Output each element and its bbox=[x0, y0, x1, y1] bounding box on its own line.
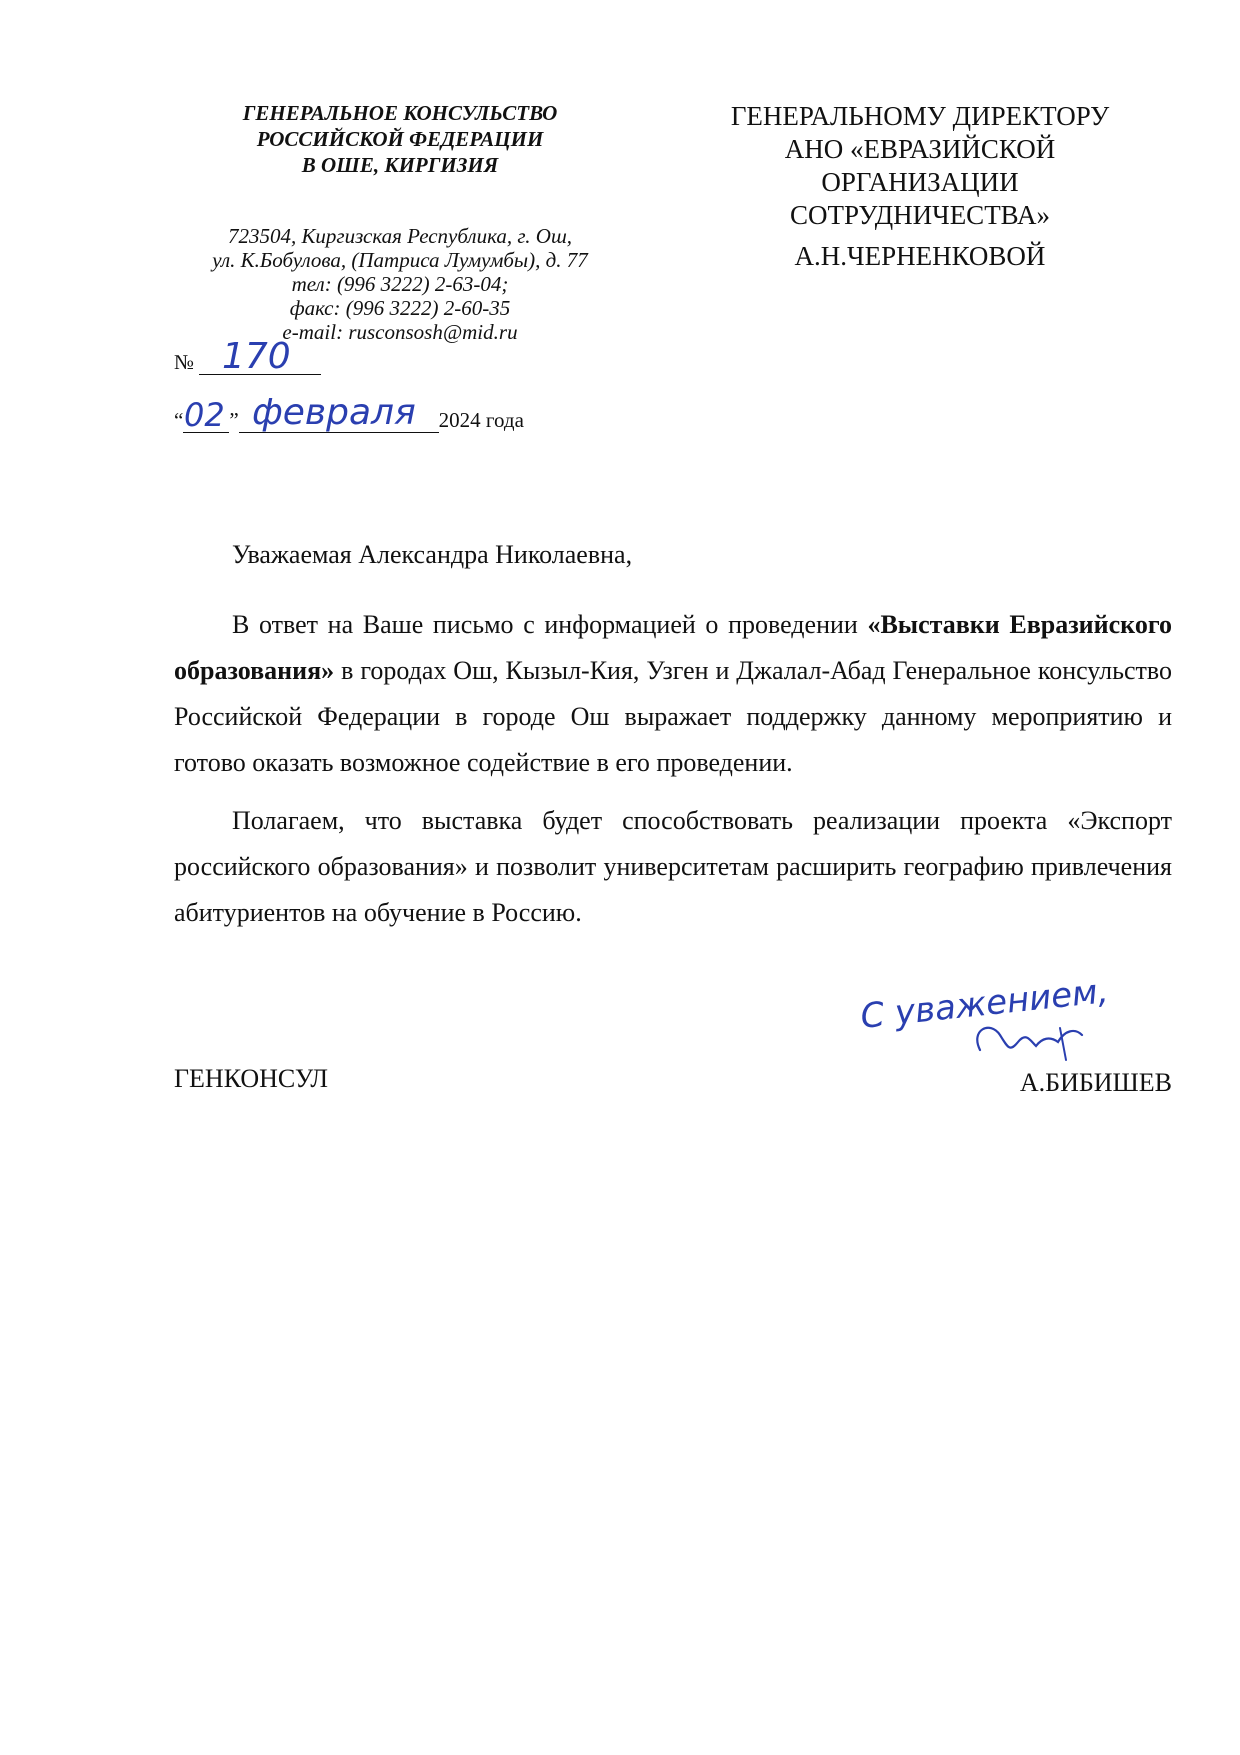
body-paragraph-1 bbox=[174, 602, 1172, 786]
sender-organization bbox=[160, 100, 640, 178]
sender-address bbox=[160, 224, 640, 344]
recipient-line: АНО «ЕВРАЗИЙСКОЙ bbox=[784, 134, 1056, 164]
handwritten-month: февраля bbox=[252, 392, 416, 433]
sender-email: e-mail: rusconsosh@mid.ru bbox=[282, 320, 518, 344]
recipient-line: ГЕНЕРАЛЬНОМУ ДИРЕКТОРУ bbox=[730, 101, 1110, 131]
sender-org-line: В ОШЕ, КИРГИЗИЯ bbox=[301, 153, 499, 177]
sender-address-line: ул. К.Бобулова, (Патриса Лумумбы), д. 77 bbox=[212, 248, 588, 272]
greeting: Уважаемая Александра Николаевна, bbox=[232, 540, 633, 569]
handwritten-note: С уважением, bbox=[858, 971, 1111, 1037]
signatory-name: А.БИБИШЕВ bbox=[1019, 1068, 1172, 1097]
sender-org-line: РОССИЙСКОЙ ФЕДЕРАЦИИ bbox=[256, 127, 544, 151]
sender-phone: тел: (996 3222) 2-63-04; bbox=[291, 272, 509, 296]
recipient-block bbox=[690, 100, 1150, 273]
signatory-title: ГЕНКОНСУЛ bbox=[174, 1064, 329, 1093]
sender-fax: факс: (996 3222) 2-60-35 bbox=[289, 296, 511, 320]
p1-start: В ответ на Ваше письмо с информацией о проведении bbox=[232, 610, 868, 639]
recipient-line: СОТРУДНИЧЕСТВА» bbox=[790, 200, 1050, 230]
date-year: 2024 года bbox=[438, 408, 524, 432]
letter-body bbox=[174, 532, 1172, 948]
recipient-name: А.Н.ЧЕРНЕНКОВОЙ bbox=[794, 241, 1046, 271]
handwritten-day: 02 bbox=[184, 396, 225, 434]
sender-block bbox=[160, 100, 640, 344]
handwritten-number: 170 bbox=[222, 336, 291, 377]
recipient-line: ОРГАНИЗАЦИИ bbox=[821, 167, 1019, 197]
body-paragraph-2: Полагаем, что выставка будет способствовать реализации проекта «Экспорт российского образования» и позволит университетам расширить географию привлечения абитуриентов на обучение в Россию. bbox=[174, 806, 1172, 927]
date-close-quote: ” bbox=[229, 408, 239, 432]
date-open-quote: “ bbox=[174, 408, 184, 432]
event-name: «Выставки Евразийского образования» bbox=[174, 610, 1172, 685]
number-label: № bbox=[174, 350, 195, 374]
p1-end: в городах Ош, Кызыл-Кия, Узген и Джалал-Абад Генеральное консульство Российской Федерации в городе Ош выражает поддержку данному мероприятию и готово оказать возможное содействие в его проведении. bbox=[174, 656, 1172, 777]
sender-org-line: ГЕНЕРАЛЬНОЕ КОНСУЛЬСТВО bbox=[242, 101, 558, 125]
sender-address-line: 723504, Киргизская Республика, г. Ош, bbox=[227, 224, 573, 248]
handwritten-signature bbox=[860, 980, 1180, 1080]
